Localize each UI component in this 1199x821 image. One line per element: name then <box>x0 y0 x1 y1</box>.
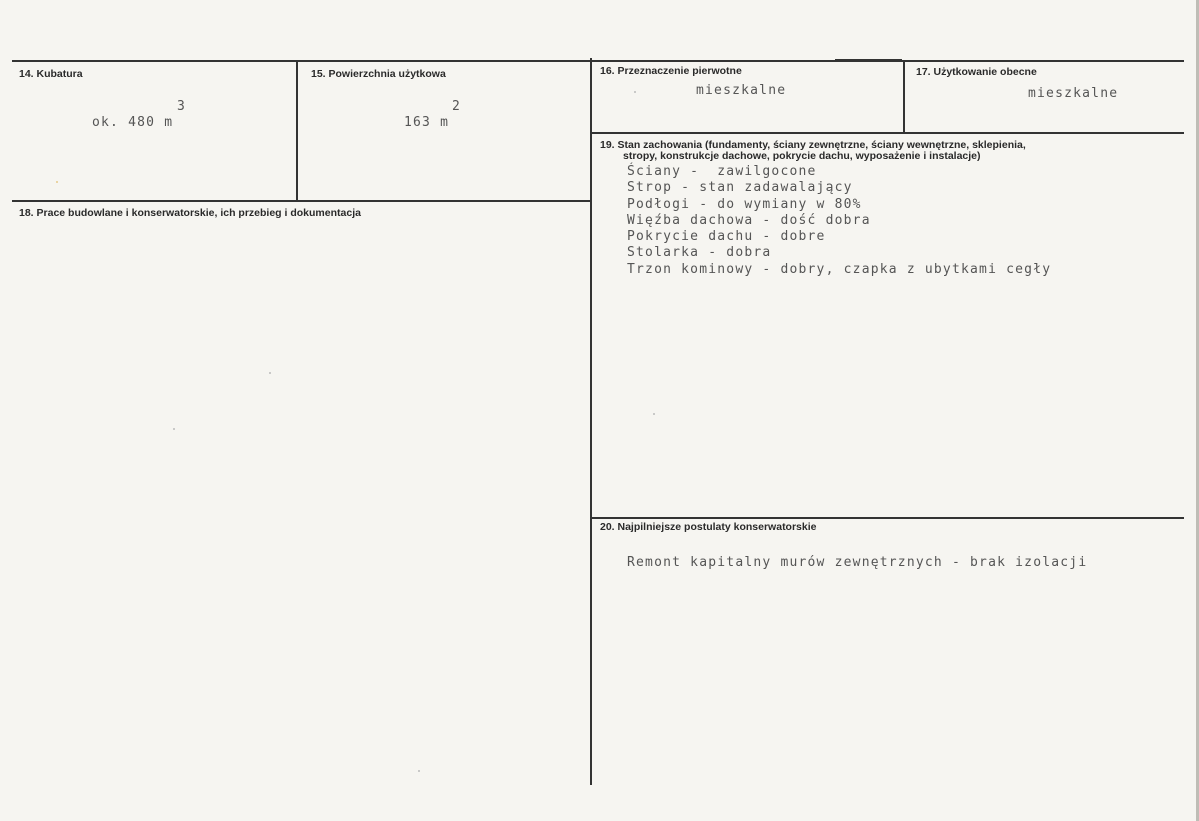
field-15-label: 15. Powierzchnia użytkowa <box>311 68 446 80</box>
top-rule <box>12 60 1184 62</box>
field-14-value: ok. 480 m <box>92 115 174 130</box>
condition-line: Pokrycie dachu - dobre <box>627 229 826 245</box>
rule-above-20 <box>592 517 1184 519</box>
main-divider <box>590 58 592 785</box>
top-rule-right-segment <box>835 59 902 61</box>
condition-line: Podłogi - do wymiany w 80% <box>627 196 862 212</box>
field-17-value: mieszkalne <box>1028 86 1119 101</box>
scan-speck <box>269 372 271 374</box>
field-14-superscript: 3 <box>177 99 187 114</box>
scan-speck <box>418 770 420 772</box>
condition-line: Stolarka - dobra <box>627 245 772 261</box>
field-16-label: 16. Przeznaczenie pierwotne <box>600 65 742 77</box>
rule-below-14-15 <box>12 200 590 202</box>
field-20-value: Remont kapitalny murów zewnętrznych - brak izolacji <box>627 555 1088 570</box>
field-19-label-line1: 19. Stan zachowania (fundamenty, ściany zewnętrzne, ściany wewnętrzne, sklepienia, <box>600 139 1026 151</box>
condition-line: Więźba dachowa - dość dobra <box>627 212 871 228</box>
field-17-label: 17. Użytkowanie obecne <box>916 66 1037 78</box>
field-15-superscript: 2 <box>452 99 462 114</box>
field-14-label: 14. Kubatura <box>19 68 83 80</box>
field-20-label: 20. Najpilniejsze postulaty konserwatorskie <box>600 521 817 533</box>
condition-line: Ściany - zawilgocone <box>627 164 817 179</box>
rule-below-16-17 <box>592 132 1184 134</box>
divider-14-15 <box>296 61 298 201</box>
field-18-label: 18. Prace budowlane i konserwatorskie, ich przebieg i dokumentacja <box>19 207 361 219</box>
divider-16-17 <box>903 61 905 133</box>
scan-speck <box>173 428 175 430</box>
scan-speck <box>634 91 636 93</box>
field-15-value: 163 m <box>404 115 450 130</box>
field-19-label-line2: stropy, konstrukcje dachowe, pokrycie dachu, wyposażenie i instalacje) <box>623 150 981 162</box>
scan-speck <box>653 413 655 415</box>
scan-speck <box>56 181 58 183</box>
condition-line: Strop - stan zadawalający <box>627 180 853 196</box>
condition-list <box>627 164 1051 278</box>
field-16-value: mieszkalne <box>696 83 787 98</box>
condition-line: Trzon kominowy - dobry, czapka z ubytkami cegły <box>627 261 1052 277</box>
